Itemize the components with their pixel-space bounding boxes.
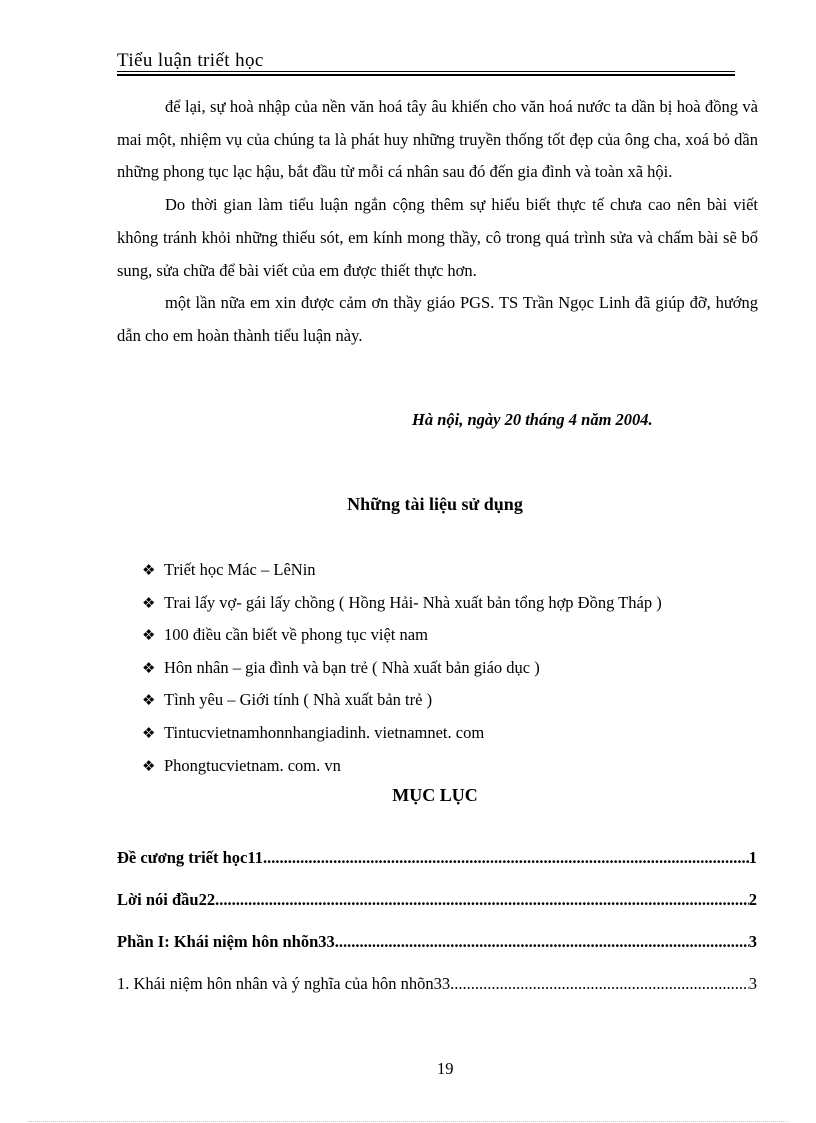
diamond-bullet-icon: ❖ — [142, 626, 156, 645]
toc-title: MỤC LỤC — [392, 785, 478, 805]
body-text — [117, 91, 758, 353]
table-of-contents — [117, 848, 757, 1016]
reference-text: Tình yêu – Giới tính ( Nhà xuất bản trẻ ) — [164, 690, 433, 710]
page-number: 19 — [437, 1059, 454, 1078]
header-rule-thick — [117, 74, 735, 76]
body-paragraph: Do thời gian làm tiểu luận ngắn cộng thêm sự hiểu biết thực tế chưa cao nên bài viết không tránh khỏi những thiếu sót, em kính mong thầy, cô trong quá trình sửa và chấm bài sẽ bổ sung, sửa chữa để bài viết của em được thiết thực hơn. — [117, 195, 758, 280]
toc-entry-text: Đề cương triết học11 — [117, 848, 263, 867]
toc-leader-dots — [450, 974, 749, 994]
diamond-bullet-icon: ❖ — [142, 561, 156, 579]
reference-text: Trai lấy vợ- gái lấy chồng ( Hồng Hải- Nhà xuất bản tổng hợp Đồng Tháp ) — [164, 592, 662, 612]
diamond-bullet-icon: ❖ — [142, 658, 156, 677]
reference-item — [142, 752, 662, 785]
diamond-bullet-icon: ❖ — [142, 723, 156, 742]
reference-item — [142, 686, 662, 719]
body-paragraph: một lần nữa em xin được cảm ơn thầy giáo PGS. TS Trần Ngọc Linh đã giúp đỡ, hướng dẫn cho em hoàn thành tiểu luận này. — [117, 293, 758, 345]
toc-entry-text: Lời nói đầu22 — [117, 890, 216, 909]
references-title: Những tài liệu sử dụng — [347, 494, 523, 514]
toc-leader-dots — [215, 890, 749, 910]
reference-item — [142, 556, 662, 589]
toc-entry[interactable] — [117, 848, 757, 890]
toc-entry-text: Phần I: Khái niệm hôn nhõn33 — [117, 932, 335, 951]
toc-entry-page: 3 — [748, 974, 757, 993]
toc-entry-text: 1. Khái niệm hôn nhân và ý nghĩa của hôn nhõn33 — [117, 974, 451, 993]
reference-item — [142, 719, 662, 752]
date-line: Hà nội, ngày 20 tháng 4 năm 2004. — [412, 410, 653, 429]
toc-entry-page: 1 — [748, 848, 757, 867]
toc-leader-dots — [263, 848, 749, 868]
header-rule-thin — [117, 71, 735, 72]
reference-item — [142, 589, 662, 622]
reference-text: Triết học Mác – LêNin — [164, 560, 316, 579]
reference-item — [142, 654, 662, 687]
reference-text: Phongtucvietnam. com. vn — [164, 755, 341, 775]
diamond-bullet-icon: ❖ — [142, 593, 156, 612]
toc-entry[interactable] — [117, 974, 757, 1016]
diamond-bullet-icon: ❖ — [142, 756, 156, 775]
toc-entry[interactable] — [117, 890, 757, 932]
reference-text: Tintucvietnamhonnhangiadinh. vietnamnet. com — [164, 722, 485, 742]
body-paragraph: để lại, sự hoà nhập của nền văn hoá tây âu khiến cho văn hoá nước ta dần bị hoà đồng và mai một, nhiệm vụ của chúng ta là phát huy những truyền thống tốt đẹp của ông cha, xoá bỏ dần những phong tục lạc hậu, bắt đầu từ mỗi cá nhân sau đó đến gia đình và toàn xã hội. — [117, 97, 758, 182]
toc-entry-page: 2 — [748, 890, 757, 909]
page-header-title: Tiểu luận triết học — [117, 50, 264, 71]
toc-leader-dots — [335, 932, 749, 952]
toc-entry-page: 3 — [748, 932, 757, 951]
reference-text: Hôn nhân – gia đình và bạn trẻ ( Nhà xuất bản giáo dục ) — [164, 657, 540, 677]
toc-entry[interactable] — [117, 932, 757, 974]
reference-text: 100 điều cần biết về phong tục việt nam — [164, 625, 428, 645]
reference-item — [142, 621, 662, 654]
diamond-bullet-icon: ❖ — [142, 691, 156, 710]
references-list — [142, 556, 662, 784]
footer-rule — [28, 1121, 788, 1122]
